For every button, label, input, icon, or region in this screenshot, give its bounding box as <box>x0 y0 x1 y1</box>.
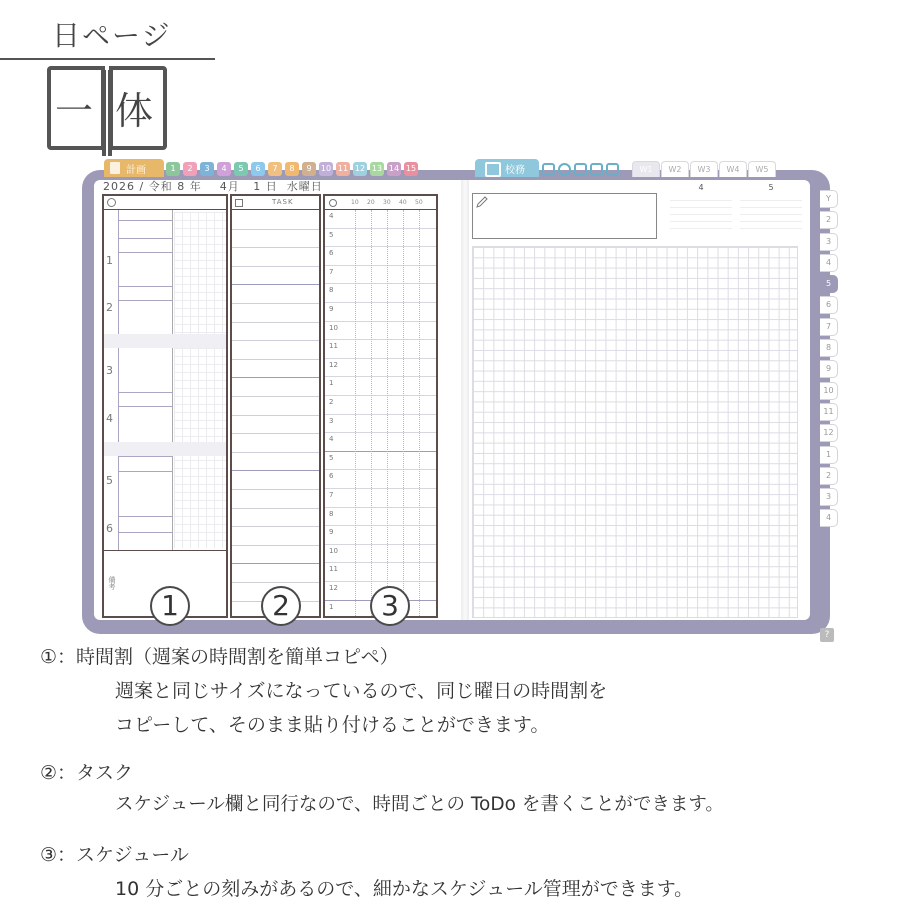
mini-calendar-day <box>775 208 784 215</box>
hour-label: 10 <box>329 323 338 332</box>
book-glyph-right: 体 <box>115 89 154 133</box>
hour-label: 8 <box>329 509 334 518</box>
timetable-column <box>102 194 228 618</box>
mini-calendar-day <box>705 222 714 229</box>
mini-calendar-day <box>705 201 714 208</box>
mini-calendar-day <box>688 222 697 229</box>
task-row-line <box>232 582 319 583</box>
mini-calendar-day <box>740 215 749 222</box>
side-tab-6[interactable]: 6 <box>820 296 838 314</box>
mini-calendar-day <box>740 194 749 201</box>
open-book-icon <box>47 66 169 156</box>
mini-calendar-day <box>784 194 793 201</box>
mini-calendar-day <box>714 215 723 222</box>
mini-calendar-day <box>767 215 776 222</box>
period-label: 6 <box>106 522 113 535</box>
hour-label: 4 <box>329 435 334 444</box>
mini-calendar-day <box>697 215 706 222</box>
hour-label: 3 <box>329 416 334 425</box>
tab-week-w4[interactable]: W4 <box>719 161 747 177</box>
side-tab-group <box>820 190 838 531</box>
timetable-row-line <box>118 220 172 221</box>
pencil-icon <box>476 196 488 208</box>
mini-calendar-day <box>723 208 732 215</box>
timetable-break-band <box>104 442 226 456</box>
tab-month-2[interactable]: 2 <box>183 162 197 176</box>
mini-calendar-day <box>697 208 706 215</box>
side-tab-8[interactable]: 8 <box>820 339 838 357</box>
minute-tick-line <box>355 210 356 618</box>
mini-calendar-day <box>740 201 749 208</box>
date-year: 2026 <box>103 180 135 193</box>
mini-calendar-day <box>749 208 758 215</box>
timetable-row-line <box>118 456 172 457</box>
side-tab-3[interactable]: 3 <box>820 488 838 506</box>
mini-calendar-april <box>670 183 732 229</box>
book-glyph-left: 一 <box>55 89 94 133</box>
minute-tick-line <box>387 210 388 618</box>
mini-calendar-day <box>723 215 732 222</box>
hour-label: 5 <box>329 453 334 462</box>
side-tab-2[interactable]: 2 <box>820 211 838 229</box>
hour-label: 5 <box>329 230 334 239</box>
hour-label: 2 <box>329 398 334 406</box>
task-row-line <box>232 303 319 304</box>
mini-calendar-day <box>740 222 749 229</box>
timetable-row-line <box>118 392 172 393</box>
tab-month-8[interactable]: 8 <box>285 162 299 176</box>
task-row-line <box>232 396 319 397</box>
clock-icon <box>329 199 337 207</box>
mini-calendar-day <box>697 201 706 208</box>
mini-calendar-day <box>767 222 776 229</box>
tab-month-9[interactable]: 9 <box>302 162 316 176</box>
mini-calendar-day <box>714 222 723 229</box>
page-title: 日ページ <box>52 19 172 52</box>
hour-label: 11 <box>329 342 338 351</box>
hour-label: 12 <box>329 360 338 369</box>
mini-calendar-day <box>697 194 706 201</box>
timetable-row-line <box>118 238 172 239</box>
timetable-note-label: 備考 <box>108 576 116 590</box>
hour-label: 6 <box>329 249 334 258</box>
timetable-row-line <box>118 532 172 533</box>
mini-calendar-day <box>793 194 802 201</box>
minute-label: 30 <box>383 199 391 206</box>
mini-calendar-day <box>679 194 688 201</box>
schedule-header <box>325 196 436 210</box>
mini-calendar-day <box>714 201 723 208</box>
tab-month-7[interactable]: 7 <box>268 162 282 176</box>
mini-calendar-day <box>740 208 749 215</box>
mini-calendar-day <box>723 222 732 229</box>
mini-calendar-week <box>740 201 802 208</box>
tab-month-13[interactable]: 13 <box>370 162 384 176</box>
mini-calendar-day <box>793 215 802 222</box>
minute-tick-line <box>403 210 404 618</box>
chat-icon[interactable] <box>574 163 587 176</box>
mini-calendar-day <box>688 208 697 215</box>
mini-calendar-day <box>679 208 688 215</box>
week-tab-group <box>632 159 776 177</box>
date-day: 1 日 <box>253 180 278 193</box>
side-tab-5[interactable]: 5 <box>820 275 838 293</box>
mini-calendar-day <box>749 201 758 208</box>
task-header <box>232 196 319 210</box>
tab-month-11[interactable]: 11 <box>336 162 350 176</box>
tab-month-14[interactable]: 14 <box>387 162 401 176</box>
book-spine <box>102 70 112 156</box>
mini-calendar-day <box>793 201 802 208</box>
memo-box[interactable] <box>472 193 657 239</box>
desc-item3-title: ③：スケジュール <box>40 844 189 866</box>
mini-calendar-week <box>740 194 802 201</box>
task-row-line <box>232 452 319 453</box>
timetable-break-band <box>104 334 226 348</box>
desc-item2-title: ②：タスク <box>40 762 134 784</box>
mini-calendar-week <box>670 194 732 201</box>
tab-plan[interactable]: 計画 <box>104 159 164 177</box>
mini-calendar-day <box>793 208 802 215</box>
task-row-line <box>232 545 319 546</box>
hour-label: 11 <box>329 565 338 574</box>
mini-calendar-day <box>784 215 793 222</box>
timetable-divider <box>172 210 173 550</box>
memo-icon[interactable] <box>542 163 555 176</box>
mini-calendar-week <box>670 201 732 208</box>
mini-calendar-day <box>679 222 688 229</box>
side-tab-2[interactable]: 2 <box>820 467 838 485</box>
task-row-line <box>232 433 319 434</box>
hour-label: 12 <box>329 584 338 592</box>
mini-calendar-day <box>723 201 732 208</box>
mini-calendar-day <box>758 215 767 222</box>
task-header-label: TASK <box>272 198 294 206</box>
hour-label: 4 <box>329 212 334 220</box>
timetable-row-line <box>118 516 172 517</box>
checkbox-icon <box>235 199 243 207</box>
minute-label: 50 <box>415 199 423 206</box>
tab-month-1[interactable]: 1 <box>166 162 180 176</box>
mini-calendar-day <box>758 222 767 229</box>
title-underline <box>0 58 215 60</box>
side-tab-1[interactable]: 1 <box>820 446 838 464</box>
timetable-row-line <box>118 252 172 253</box>
tab-week-w2[interactable]: W2 <box>661 161 689 177</box>
mini-calendar-day <box>775 215 784 222</box>
clipboard-icon[interactable] <box>606 163 619 176</box>
task-row-line <box>232 322 319 323</box>
left-tab-bar <box>104 159 418 177</box>
mini-calendar-day <box>784 201 793 208</box>
mini-calendar-day <box>758 208 767 215</box>
mini-calendar-week <box>670 215 732 222</box>
tab-school-affairs[interactable]: 校務 <box>475 159 539 177</box>
task-row-line <box>232 470 319 471</box>
mini-calendar-day <box>723 194 732 201</box>
help-icon[interactable]: ? <box>820 628 834 642</box>
timetable-divider <box>118 210 119 550</box>
task-row-line <box>232 340 319 341</box>
mini-calendar-day <box>679 201 688 208</box>
side-tab-9[interactable]: 9 <box>820 360 838 378</box>
side-tab-12[interactable]: 12 <box>820 424 838 442</box>
side-tab-7[interactable]: 7 <box>820 318 838 336</box>
hour-label: 1 <box>329 379 334 388</box>
mini-calendar-day <box>758 201 767 208</box>
desc-item1-line2: コピーして、そのまま貼り付けることができます。 <box>115 714 550 736</box>
mini-calendar-day <box>688 215 697 222</box>
date-era: / 令和 8 年 <box>139 180 202 193</box>
mini-calendar-day <box>688 194 697 201</box>
hour-label: 9 <box>329 305 334 313</box>
marker-schedule: 3 <box>370 586 410 626</box>
mini-calendar-day <box>714 194 723 201</box>
mini-calendar-week <box>670 208 732 215</box>
mini-calendar-day <box>784 222 793 229</box>
hour-label: 1 <box>329 602 334 611</box>
folder-icon[interactable] <box>590 163 603 176</box>
mini-calendar-day <box>758 194 767 201</box>
side-tab-Y[interactable]: Y <box>820 190 838 208</box>
period-label: 3 <box>106 364 113 377</box>
task-row-line <box>232 266 319 267</box>
period-label: 4 <box>106 412 113 425</box>
mini-calendar-day <box>749 194 758 201</box>
mini-calendar-day <box>767 208 776 215</box>
mini-calendar-day <box>775 222 784 229</box>
period-label: 5 <box>106 474 113 487</box>
task-row-line <box>232 229 319 230</box>
mini-calendar-month: 5 <box>768 183 774 192</box>
side-tab-11[interactable]: 11 <box>820 403 838 421</box>
timetable-grid[interactable] <box>174 212 226 548</box>
right-tab-bar <box>475 159 776 177</box>
period-label: 2 <box>106 301 113 314</box>
mini-calendar-day <box>705 215 714 222</box>
mini-calendar-month: 4 <box>698 183 704 192</box>
timetable-row-line <box>118 286 172 287</box>
task-row-line <box>232 489 319 490</box>
task-row-line <box>232 415 319 416</box>
tab-week-w5[interactable]: W5 <box>748 161 776 177</box>
task-row-line <box>232 359 319 360</box>
tab-month-3[interactable]: 3 <box>200 162 214 176</box>
desc-item1-line1: 週案と同じサイズになっているので、同じ曜日の時間割を <box>115 680 608 702</box>
marker-timetable: 1 <box>150 586 190 626</box>
tab-month-12[interactable]: 12 <box>353 162 367 176</box>
month-tab-group <box>166 159 418 177</box>
hour-label: 7 <box>329 491 334 499</box>
task-row-line <box>232 508 319 509</box>
mini-calendar-week <box>740 215 802 222</box>
task-row-line <box>232 563 319 564</box>
timetable-row-line <box>118 406 172 407</box>
side-tab-4[interactable]: 4 <box>820 254 838 272</box>
mini-calendar-day <box>670 215 679 222</box>
mini-calendar-week <box>740 208 802 215</box>
tab-month-5[interactable]: 5 <box>234 162 248 176</box>
minute-label: 20 <box>367 199 375 206</box>
desc-item1-title: ①：時間割（週案の時間割を簡単コピペ） <box>40 646 399 668</box>
date-weekday: 水曜日 <box>286 180 323 193</box>
mini-calendar-day <box>688 201 697 208</box>
clock-icon[interactable] <box>558 163 571 176</box>
mini-calendar-day <box>670 222 679 229</box>
mini-calendar-week <box>740 222 802 229</box>
hour-label: 6 <box>329 472 334 481</box>
mini-calendar-day <box>670 201 679 208</box>
mini-calendar-week <box>670 222 732 229</box>
timetable-header <box>104 196 226 210</box>
side-tab-3[interactable]: 3 <box>820 233 838 251</box>
task-row-line <box>232 284 319 285</box>
mini-calendar-day <box>767 201 776 208</box>
marker-task: 2 <box>261 586 301 626</box>
timetable-row-line <box>118 300 172 301</box>
hour-label: 8 <box>329 286 334 295</box>
minute-tick-line <box>371 210 372 618</box>
mini-calendar-day <box>784 208 793 215</box>
tab-month-6[interactable]: 6 <box>251 162 265 176</box>
timetable-row-line <box>118 471 172 472</box>
task-row-line <box>232 247 319 248</box>
tab-month-10[interactable]: 10 <box>319 162 333 176</box>
hour-label: 10 <box>329 546 338 555</box>
timetable-divider <box>104 550 226 551</box>
mini-calendar-day <box>749 215 758 222</box>
mini-calendar-day <box>749 222 758 229</box>
side-tab-10[interactable]: 10 <box>820 382 838 400</box>
minute-label: 40 <box>399 199 407 206</box>
hour-label: 7 <box>329 267 334 276</box>
mini-calendar-may <box>740 183 802 229</box>
mini-calendar-day <box>775 194 784 201</box>
mini-calendar-day <box>793 222 802 229</box>
task-column <box>230 194 321 618</box>
period-label: 1 <box>106 254 113 267</box>
planner-spine <box>461 180 469 620</box>
mini-calendar-day <box>775 201 784 208</box>
hour-label: 9 <box>329 528 334 537</box>
mini-calendar-day <box>714 208 723 215</box>
minute-label: 10 <box>351 199 359 206</box>
tab-month-4[interactable]: 4 <box>217 162 231 176</box>
mini-calendar-day <box>705 194 714 201</box>
task-row-line <box>232 377 319 378</box>
desc-item2-line1: スケジュール欄と同行なので、時間ごとの ToDo を書くことができます。 <box>115 794 724 815</box>
task-row-line <box>232 526 319 527</box>
mini-calendar-day <box>679 215 688 222</box>
schedule-column <box>323 194 438 618</box>
side-tab-4[interactable]: 4 <box>820 509 838 527</box>
minute-tick-line <box>419 210 420 618</box>
note-grid[interactable] <box>472 246 798 618</box>
tab-week-w1[interactable]: W1 <box>632 161 660 177</box>
mini-calendar-day <box>670 194 679 201</box>
mini-calendar-day <box>767 194 776 201</box>
clock-icon <box>107 198 116 207</box>
tab-week-w3[interactable]: W3 <box>690 161 718 177</box>
date-month: 4月 <box>219 180 240 193</box>
date-line <box>103 178 323 194</box>
mini-calendar-day <box>670 208 679 215</box>
mini-calendar-day <box>705 208 714 215</box>
mini-calendar-day <box>697 222 706 229</box>
tab-month-15[interactable]: 15 <box>404 162 418 176</box>
desc-item3-line1: 10 分ごとの刻みがあるので、細かなスケジュール管理ができます。 <box>115 878 694 900</box>
